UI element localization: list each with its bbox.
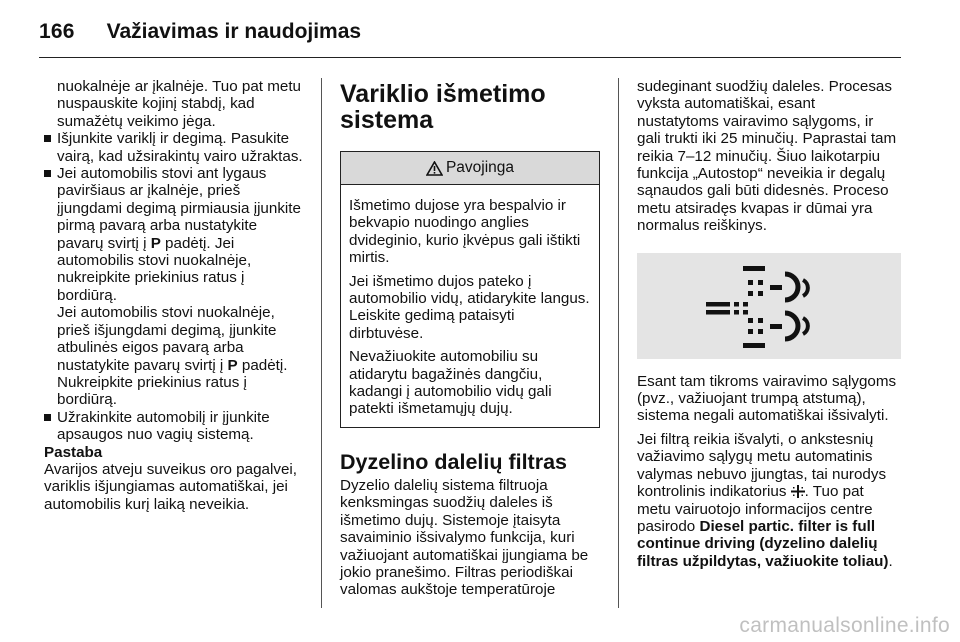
warning-paragraph: Jei išmetimo dujos pateko į automobilio vidų, atidarykite langus. Leiskite gedimą pataisyti dirbtuvėse. — [349, 272, 590, 342]
watermark: carmanualsonline.info — [739, 614, 950, 637]
warning-body — [341, 185, 599, 427]
paragraph: Jei filtrą reikia išvalyti, o ankstesnių važiavimo sąlygų metu automatinis valymas nebuvo įjungtas, tai nurodys kontrolinis indikatorius . Tuo pat metu vairuotojo informacijos centre pasirodo Diesel partic. filter is full continue driving (dyzelino dalelių filtras užpildytas, važiuokite toliau). — [637, 430, 893, 570]
diesel-particle-filter-indicator-icon — [791, 485, 805, 498]
bullet-subparagraph: Jei automobilis stovi nuokalnėje, prieš išjungdami degimą, įjunkite atbulinės eigos pavarą arba nustatykite pavarų svirtį į P padėtį. Nukreipkite priekinius ratus į bordiūrą. — [57, 304, 288, 409]
bullet-item: Išjunkite variklį ir degimą. Pasukite vairą, kad užsirakintų vairo užraktas. — [44, 130, 306, 165]
diesel-particle-filter-icon — [704, 260, 834, 352]
page-number: 166 — [39, 20, 75, 43]
paragraph: Esant tam tikroms vairavimo sąlygoms (pvz., važiuojant trumpą atstumą), sistema negali automatiškai išsivalyti. — [637, 372, 897, 425]
header-rule — [39, 57, 901, 58]
warning-paragraph: Išmetimo dujose yra bespalvio ir bekvapio nuodingo anglies dvideginio, kurio įkvėpus gali ištikti mirtis. — [349, 197, 581, 267]
note-text: Avarijos atveju suveikus oro pagalvei, variklis išjungiamas automatiškai, jei automobilis kurį laiką neveikia. — [44, 460, 297, 513]
continued-paragraph: nuokalnėje ar įkalnėje. Tuo pat metu nuspauskite kojinį stabdį, kad sumažėtų veikimo jėga. — [57, 78, 302, 130]
warning-triangle-icon — [426, 161, 443, 176]
column-divider-right — [618, 78, 619, 608]
warning-box — [340, 151, 600, 428]
dpf-figure — [637, 253, 901, 359]
column-left — [44, 78, 306, 513]
subsection-paragraph: Dyzelio dalelių sistema filtruoja kenksmingas suodžių daleles iš išmetimo dujų. Sistemoje įtaisyta savaiminio išsivalymo funkcija, kuri važiuojant automatiškai įjungiama be jokio pranešimo. Filtras periodiškai valomas aukštoje temperatūroje — [340, 476, 589, 599]
bullet-item: Užrakinkite automobilį ir įjunkite apsaugos nuo vagių sistemą. — [44, 409, 306, 444]
column-middle — [340, 78, 602, 599]
subsection-title: Dyzelino dalelių filtras — [340, 449, 567, 474]
section-title: Variklio išmetimo sistema — [340, 80, 546, 134]
paragraph: sudeginant suodžių daleles. Procesas vyksta automatiškai, esant nustatytoms vairavimo sąlygoms, ir gali trukti iki 25 minučių. Paprastai tam reikia 7–12 minučių. Šiuo laikotarpiu funkcija „Autostop“ neveikia ir degalų sąnaudos gali būti didesnės. Proceso metu atsiradęs kvapas ir dūmai yra normalus reiškinys. — [637, 78, 897, 235]
warning-title: Pavojinga — [445, 159, 515, 177]
page-header — [39, 14, 901, 50]
column-divider-left — [321, 78, 322, 608]
warning-header — [341, 152, 599, 185]
warning-paragraph: Nevažiuokite automobiliu su atidarytu bagažinės dangčiu, kadangi į automobilio vidų gali patekti išmetamųjų dujų. — [349, 348, 552, 418]
column-right — [637, 78, 901, 570]
note-title: Pastaba — [44, 443, 103, 461]
bullet-item: Jei automobilis stovi ant lygaus paviršiaus ar įkalnėje, prieš įjungdami degimą pirmiausia įjunkite pirmą pavarą arba nustatykite pavarų svirtį į P padėtį. Jei automobilis stovi nuokalnėje, nukreipkite priekinius ratus į bordiūrą. — [44, 165, 306, 304]
chapter-title: Važiavimas ir naudojimas — [106, 20, 362, 43]
